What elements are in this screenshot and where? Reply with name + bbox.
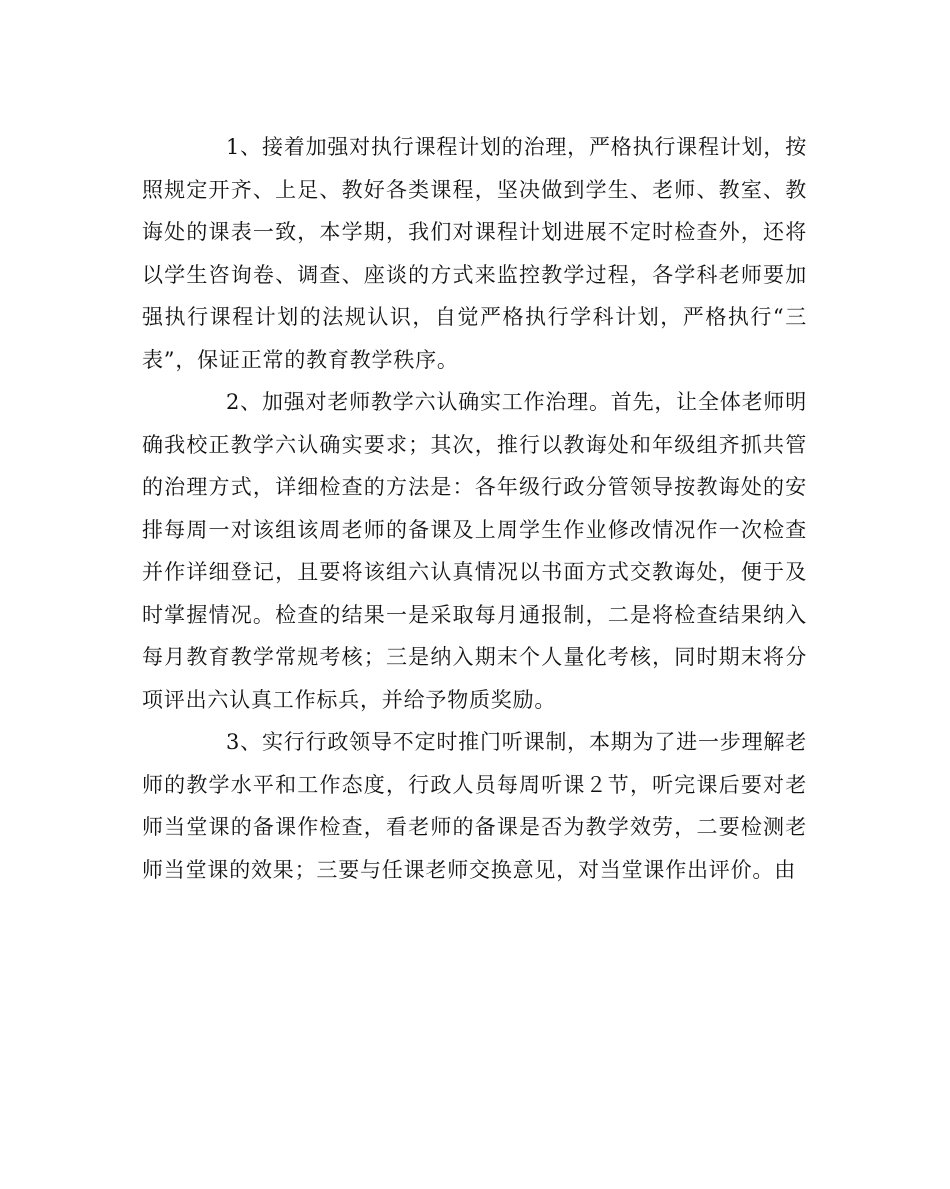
paragraph-2: 2、加强对老师教学六认确实工作治理。首先，让全体老师明确我校正教学六认确实要求；其次，推行以教诲处和年级组齐抓共管的治理方式，详细检查的方法是：各年级行政分管领导按教诲处的安排每周一对该组该周老师的备课及上周学生作业修改情况作一次检查并作详细登记，且要将该组六认真情况以书面方式交教诲处，便于及时掌握情况。检查的结果一是采取每月通报制，二是将检查结果纳入每月教育教学常规考核；三是纳入期末个人量化考核，同时期末将分项评出六认真工作标兵，并给予物质奖励。	[142, 390, 807, 712]
paragraph-1: 1、接着加强对执行课程计划的治理，严格执行课程计划，按照规定开齐、上足、教好各类课程，坚决做到学生、老师、教室、教诲处的课表一致，本学期，我们对课程计划进展不定时检查外，还将以学生咨询卷、调查、座谈的方式来监控教学过程，各学科老师要加强执行课程计划的法规认识，自觉严格执行学科计划，严格执行“三表”，保证正常的教育教学秩序。	[142, 135, 807, 372]
document-body	[142, 126, 807, 891]
paragraph-3: 3、实行行政领导不定时推门听课制，本期为了进一步理解老师的教学水平和工作态度，行政人员每周听课２节，听完课后要对老师当堂课的备课作检查，看老师的备课是否为教学效劳，二要检测老师当堂课的效果；三要与任课老师交换意见，对当堂课作出评价。由	[142, 730, 807, 882]
